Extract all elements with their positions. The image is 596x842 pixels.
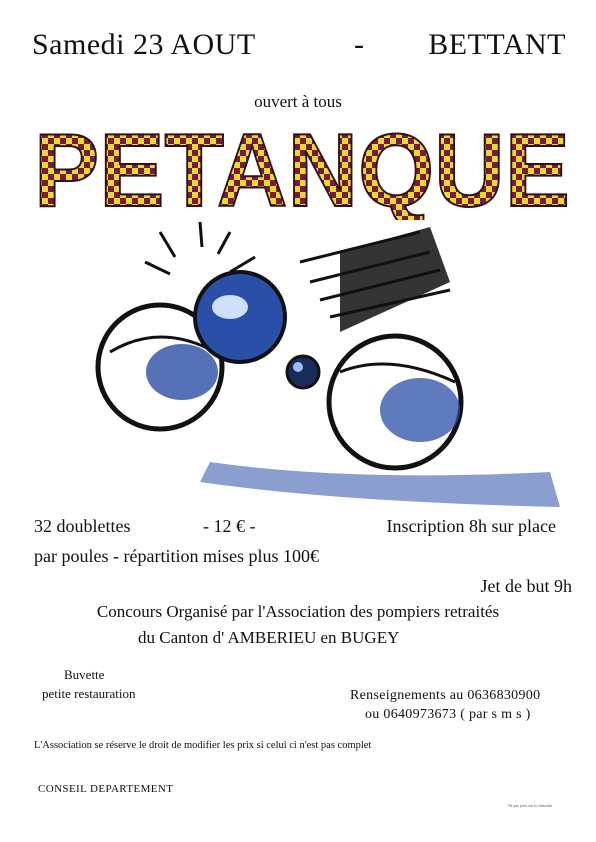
contact-line1: Renseignements au 0636830900 xyxy=(350,688,541,703)
poules-text: par poules - répartition mises plus 100€ xyxy=(34,546,319,566)
petanque-title-art xyxy=(30,120,575,220)
inscription-text: Inscription 8h sur place xyxy=(386,516,556,536)
organizer-line1: Concours Organisé par l'Association des pompiers retraités xyxy=(96,602,500,621)
restauration-text: petite restauration xyxy=(42,686,136,701)
contact-line2: ou 0640973673 ( par s m s ) xyxy=(365,707,531,722)
printer-note: Ne pas jeter sur la chaussée xyxy=(508,803,553,808)
event-place: BETTANT xyxy=(428,28,566,61)
header-separator: - xyxy=(354,28,365,61)
price-text: - 12 € - xyxy=(203,516,256,536)
boules-illustration xyxy=(90,222,570,512)
petanque-title xyxy=(30,120,575,220)
buvette-text: Buvette xyxy=(64,667,105,682)
title-text: PETANQUE xyxy=(34,120,570,220)
disclaimer-text: L'Association se réserve le droit de modifier les prix si celui ci n'est pas complet xyxy=(34,740,372,751)
event-date: Samedi 23 AOUT xyxy=(32,28,256,61)
jet-de-but-text: Jet de but 9h xyxy=(480,576,572,596)
event-subtitle: ouvert à tous xyxy=(254,92,342,111)
footer-conseil: CONSEIL DEPARTEMENT xyxy=(38,783,174,795)
organizer-line2: du Canton d' AMBERIEU en BUGEY xyxy=(138,628,400,647)
doublettes-text: 32 doublettes xyxy=(34,516,131,536)
three-petanque-boules-and-jack-icon xyxy=(90,222,570,512)
